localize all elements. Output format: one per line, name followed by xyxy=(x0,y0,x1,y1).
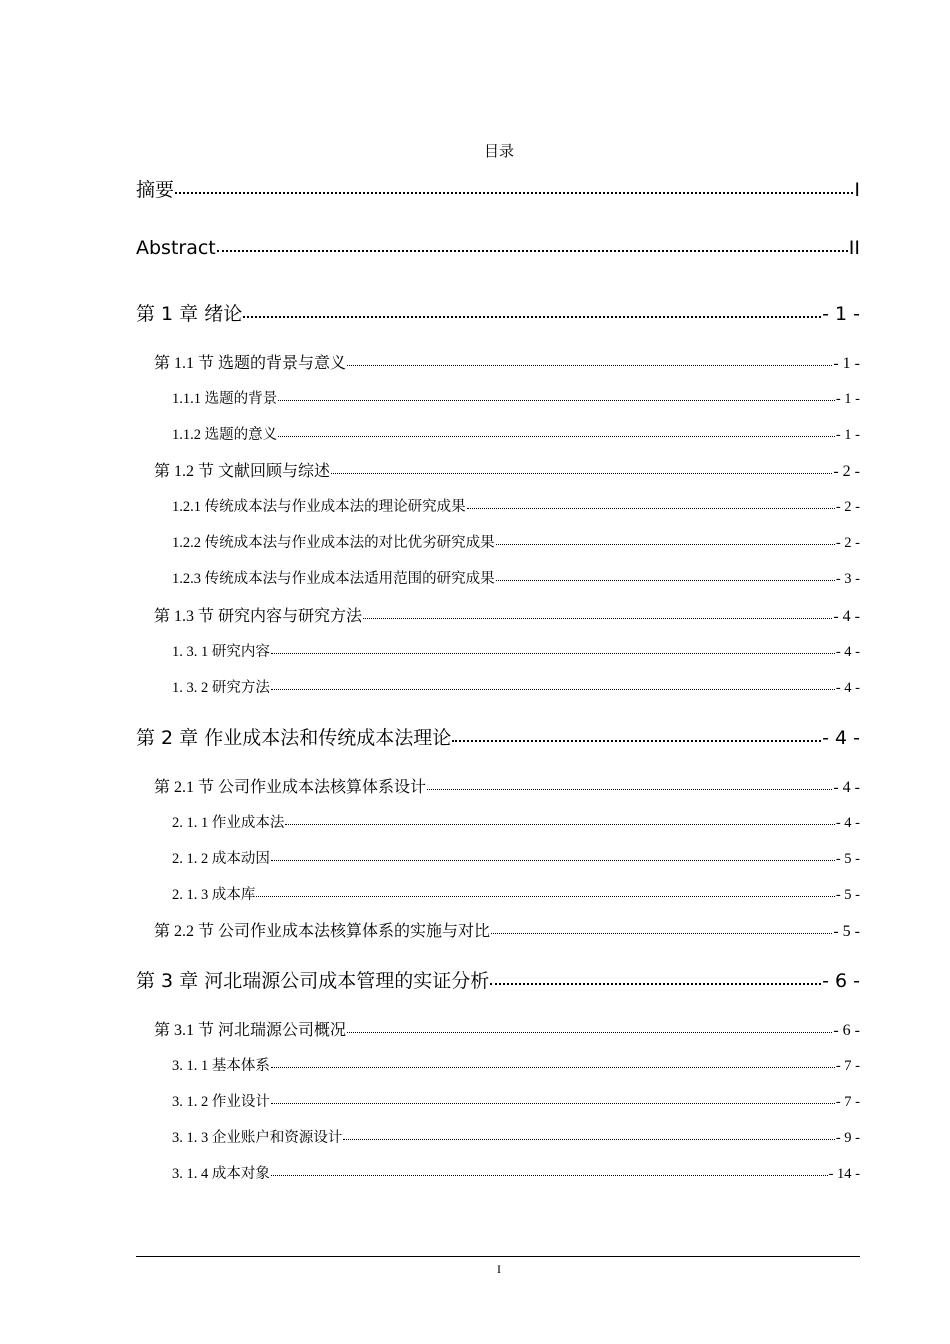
toc-entry[interactable] xyxy=(136,603,860,626)
toc-entry-page: - 5 - xyxy=(835,851,860,867)
toc-entry-label: 2. 1. 1 作业成本法 xyxy=(172,815,285,831)
toc-entry-page: - 2 - xyxy=(833,463,860,480)
toc-entry[interactable] xyxy=(136,350,860,373)
toc-entry[interactable] xyxy=(136,676,860,697)
toc-entry-label: 3. 1. 2 作业设计 xyxy=(172,1094,270,1110)
toc-entry[interactable] xyxy=(136,1017,860,1040)
toc-entry-page: II xyxy=(848,237,860,259)
toc-entry-label: 3. 1. 1 基本体系 xyxy=(172,1058,270,1074)
toc-entry-label: 摘要 xyxy=(136,179,175,201)
toc-entry-page: - 7 - xyxy=(835,1094,860,1110)
toc-entry-label: 1.2.3 传统成本法与作业成本法适用范围的研究成果 xyxy=(172,571,495,587)
toc-entry-page: - 9 - xyxy=(835,1130,860,1146)
toc-entry-page: - 2 - xyxy=(835,535,860,551)
dot-leader xyxy=(347,1020,832,1033)
dot-leader xyxy=(271,678,835,690)
dot-leader xyxy=(271,1092,835,1104)
toc-entry[interactable] xyxy=(136,1162,860,1183)
toc-entry-page: - 4 - xyxy=(835,680,860,696)
toc-entry-label: 第 1 章 绪论 xyxy=(136,303,243,325)
toc-entry-label: 第 1.3 节 研究内容与研究方法 xyxy=(154,608,363,625)
toc-entry[interactable] xyxy=(136,1054,860,1075)
toc-entry-label: 2. 1. 2 成本动因 xyxy=(172,851,270,867)
dot-leader xyxy=(278,425,835,437)
dot-leader xyxy=(491,921,832,934)
toc-entry-label: 1.2.2 传统成本法与作业成本法的对比优劣研究成果 xyxy=(172,535,495,551)
toc-entry-page: - 1 - xyxy=(822,303,860,325)
toc-entry[interactable] xyxy=(136,883,860,904)
dot-leader xyxy=(256,885,834,897)
toc-entry-label: 第 2.2 节 公司作业成本法核算体系的实施与对比 xyxy=(154,923,491,940)
toc-entry-label: 1. 3. 2 研究方法 xyxy=(172,680,270,696)
toc-entry[interactable] xyxy=(136,299,860,326)
toc-entry-page: - 4 - xyxy=(835,644,860,660)
toc-entry-label: Abstract xyxy=(136,237,216,259)
dot-leader xyxy=(363,606,832,619)
footer-divider xyxy=(136,1256,860,1257)
toc-entry[interactable] xyxy=(136,966,860,993)
toc-entry-label: 1.1.2 选题的意义 xyxy=(172,427,278,443)
toc-entry[interactable] xyxy=(136,175,860,202)
dot-leader xyxy=(452,726,821,742)
toc-entry-label: 1.2.1 传统成本法与作业成本法的理论研究成果 xyxy=(172,499,466,515)
toc-entry-page: - 4 - xyxy=(835,815,860,831)
toc-entry-label: 第 3 章 河北瑞源公司成本管理的实证分析 xyxy=(136,970,490,992)
dot-leader xyxy=(347,353,832,366)
toc-entry[interactable] xyxy=(136,640,860,661)
toc-entry[interactable] xyxy=(136,1126,860,1147)
dot-leader xyxy=(496,533,835,545)
dot-leader xyxy=(175,178,853,194)
toc-entry[interactable] xyxy=(136,918,860,941)
dot-leader xyxy=(271,1164,828,1176)
dot-leader xyxy=(285,813,834,825)
toc-entry[interactable] xyxy=(136,458,860,481)
toc-entry-label: 第 2.1 节 公司作业成本法核算体系设计 xyxy=(154,779,427,796)
dot-leader xyxy=(271,1056,835,1068)
toc-entry-label: 第 3.1 节 河北瑞源公司概况 xyxy=(154,1022,347,1039)
toc-entry-page: - 1 - xyxy=(833,355,860,372)
dot-leader xyxy=(331,461,832,474)
toc-entry-page: - 5 - xyxy=(833,923,860,940)
toc-entry[interactable] xyxy=(136,423,860,444)
dot-leader xyxy=(490,969,821,985)
dot-leader xyxy=(217,236,848,252)
footer-page-number: I xyxy=(497,1262,501,1276)
toc-entry-page: - 6 - xyxy=(833,1022,860,1039)
toc-entry[interactable] xyxy=(136,811,860,832)
toc-entry[interactable] xyxy=(136,1090,860,1111)
toc-title: 目录 xyxy=(483,144,514,160)
dot-leader xyxy=(243,302,821,318)
toc-entry-page: - 1 - xyxy=(835,427,860,443)
dot-leader xyxy=(271,849,835,861)
toc-entry[interactable] xyxy=(136,774,860,797)
toc-entry[interactable] xyxy=(136,237,860,259)
toc-entry-label: 1. 3. 1 研究内容 xyxy=(172,644,270,660)
toc-entry[interactable] xyxy=(136,723,860,750)
dot-leader xyxy=(496,569,835,581)
toc-entry-page: - 7 - xyxy=(835,1058,860,1074)
dot-leader xyxy=(343,1128,834,1140)
toc-entry-page: I xyxy=(854,179,860,201)
toc-entry-label: 第 1.2 节 文献回顾与综述 xyxy=(154,463,331,480)
toc-entry-page: - 4 - xyxy=(833,608,860,625)
dot-leader xyxy=(467,497,835,509)
toc-entry-label: 2. 1. 3 成本库 xyxy=(172,887,256,903)
toc-entry-label: 第 1.1 节 选题的背景与意义 xyxy=(154,355,347,372)
toc-entry-label: 3. 1. 4 成本对象 xyxy=(172,1166,270,1182)
toc-entry-page: - 6 - xyxy=(822,970,860,992)
toc-entry-page: - 5 - xyxy=(835,887,860,903)
toc-entry[interactable] xyxy=(136,567,860,588)
toc-entry[interactable] xyxy=(136,387,860,408)
dot-leader xyxy=(278,389,835,401)
toc-entry-page: - 14 - xyxy=(828,1166,860,1182)
toc-entry-page: - 2 - xyxy=(835,499,860,515)
toc-entry[interactable] xyxy=(136,847,860,868)
toc-entry-label: 1.1.1 选题的背景 xyxy=(172,391,278,407)
toc-entry-label: 3. 1. 3 企业账户和资源设计 xyxy=(172,1130,343,1146)
dot-leader xyxy=(271,642,835,654)
toc-entry[interactable] xyxy=(136,495,860,516)
dot-leader xyxy=(427,777,832,790)
toc-entry-label: 第 2 章 作业成本法和传统成本法理论 xyxy=(136,727,452,749)
toc-entry-page: - 3 - xyxy=(835,571,860,587)
toc-entry[interactable] xyxy=(136,531,860,552)
toc-entry-page: - 4 - xyxy=(833,779,860,796)
toc-entry-page: - 1 - xyxy=(835,391,860,407)
toc-entry-page: - 4 - xyxy=(822,727,860,749)
